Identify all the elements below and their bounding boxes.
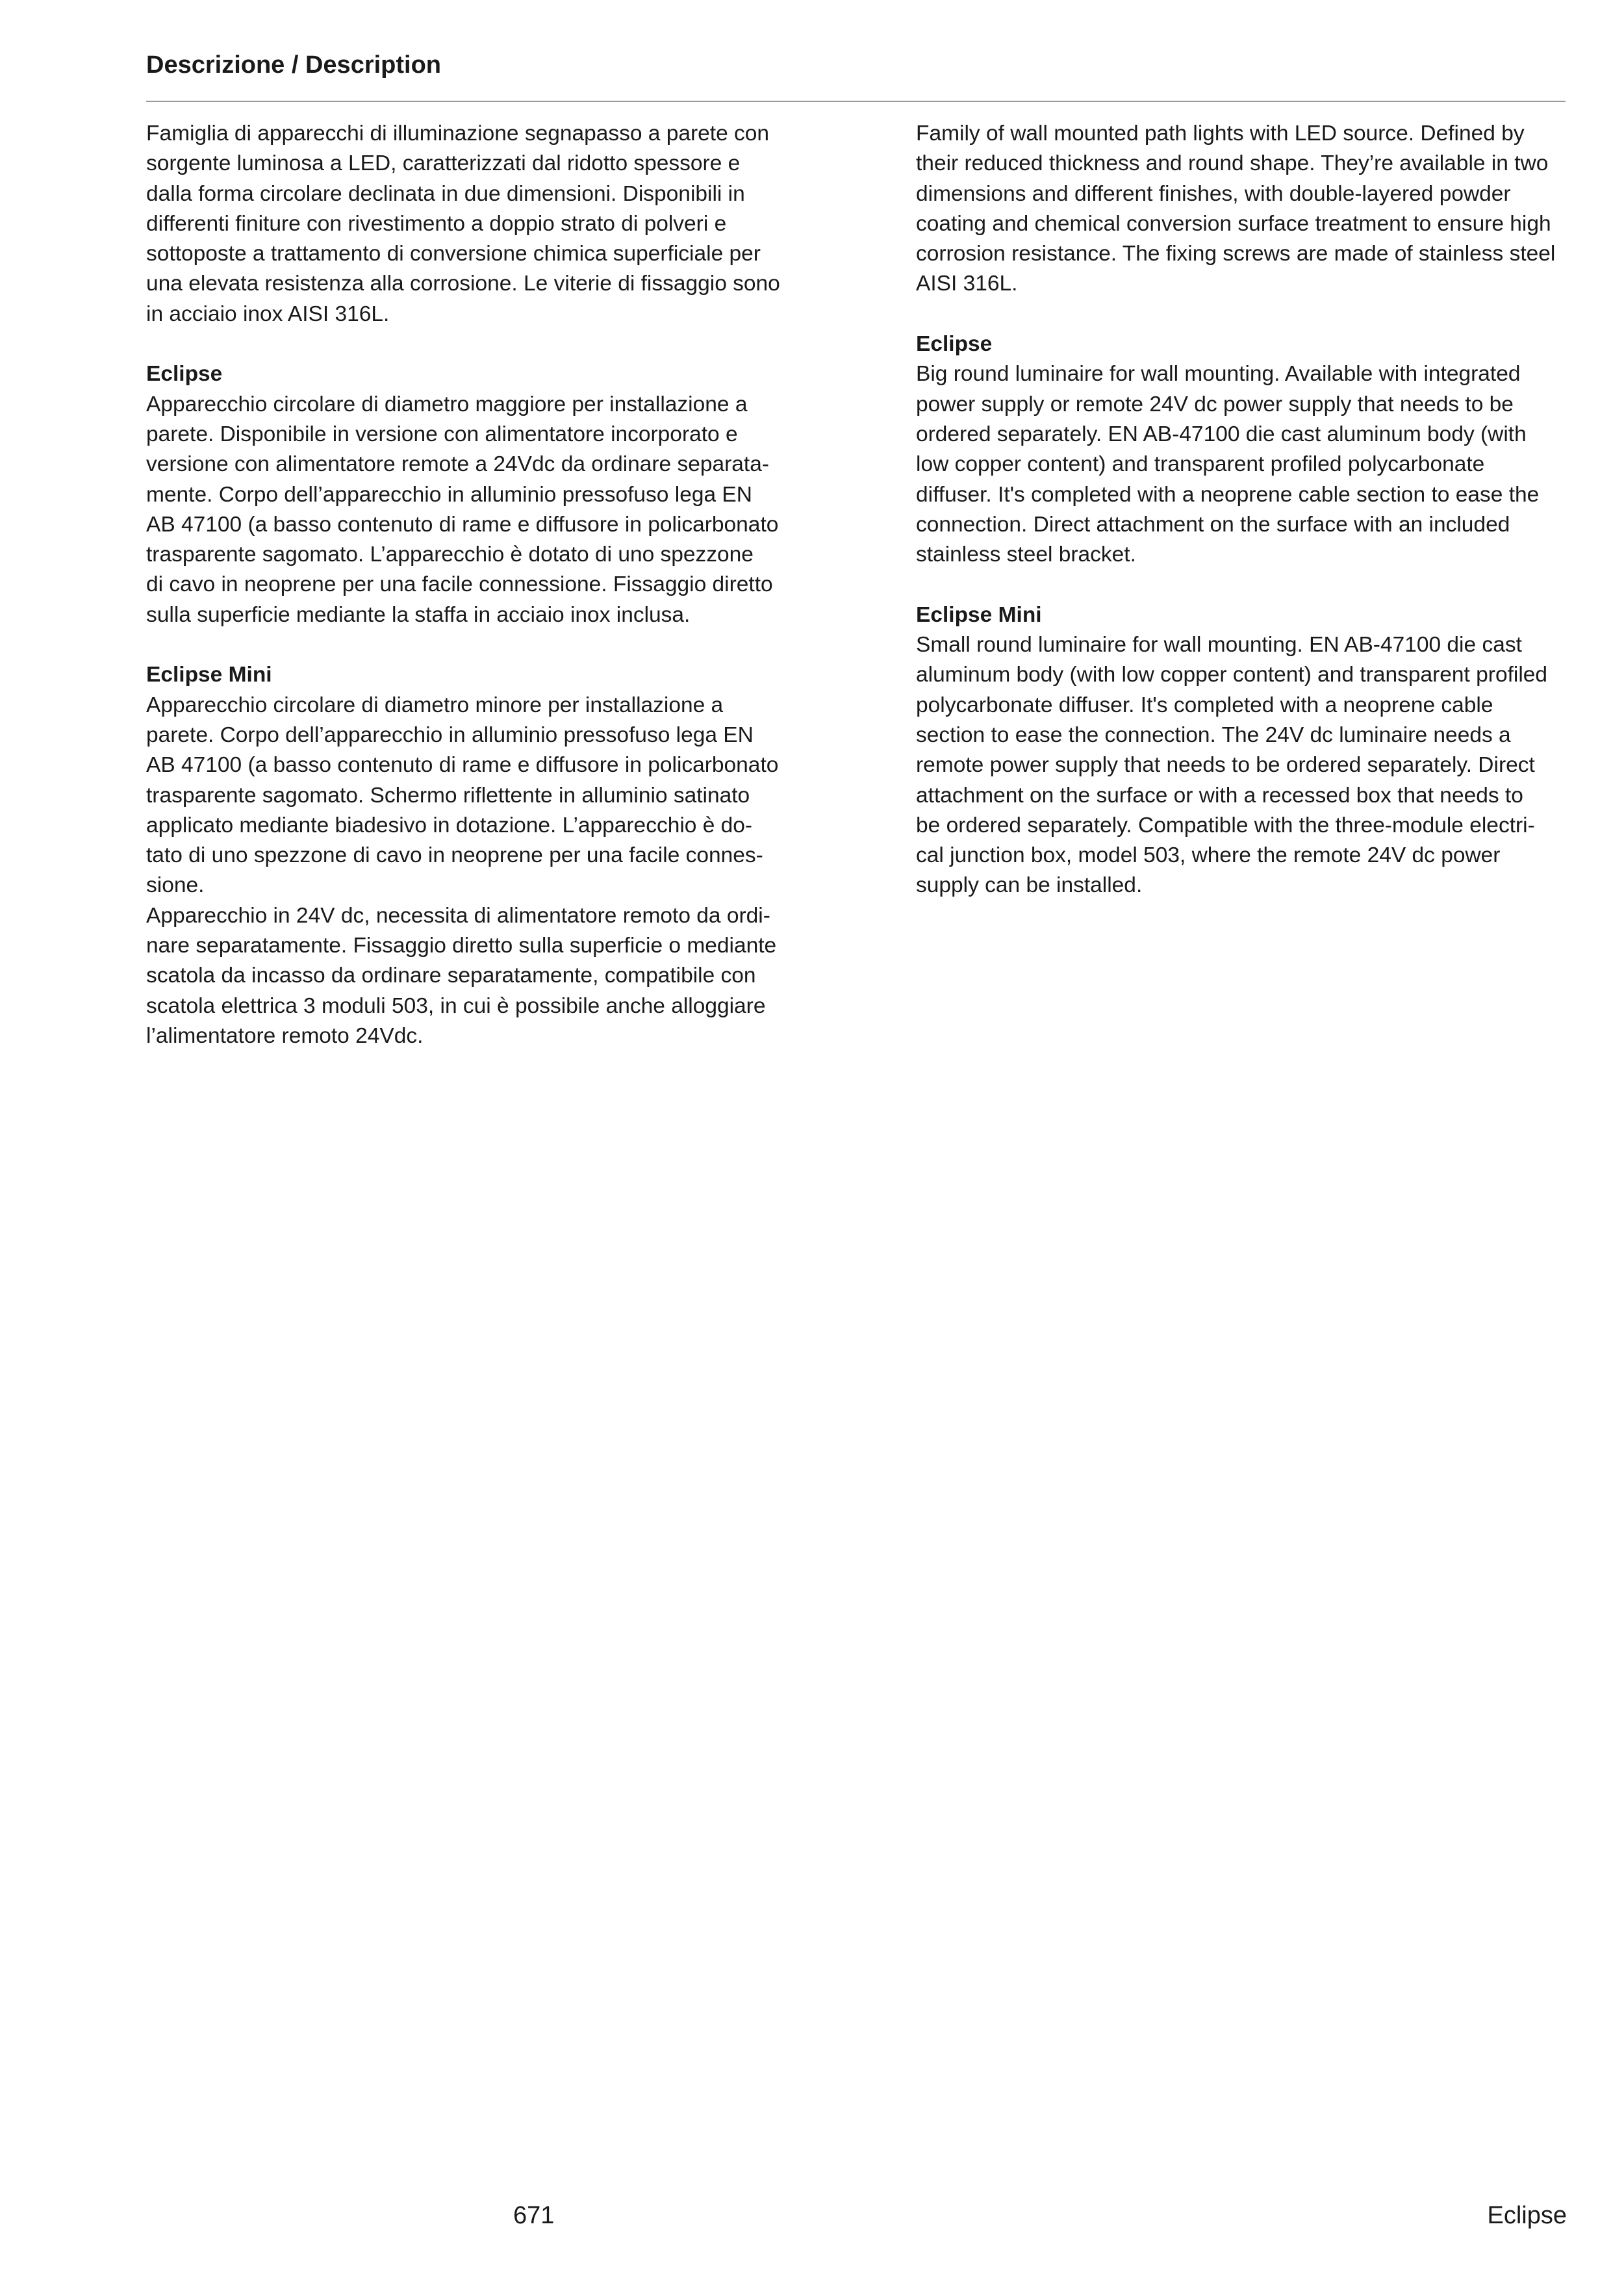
text-line: sorgente luminosa a LED, caratterizzati dal ridotto spessore e [146,151,741,176]
text-line: coating and chemical conversion surface treatment to ensure high [916,211,1551,236]
text-line: section to ease the connection. The 24V dc luminaire needs a [916,722,1511,747]
text-line: mente. Corpo dell’apparecchio in alluminio pressofuso lega EN [146,482,752,507]
text-line: applicato mediante biadesivo in dotazione. L’apparecchio è do- [146,813,753,837]
text-line: be ordered separately. Compatible with the three-module electri- [916,813,1535,837]
text-line: una elevata resistenza alla corrosione. Le viterie di fissaggio sono [146,272,780,296]
text-line: Apparecchio circolare di diametro minore per installazione a [146,693,724,717]
text-line: in acciaio inox AISI 316L. [146,301,390,326]
footer-product-name: Eclipse [1487,2202,1567,2229]
text-line: supply can be installed. [916,873,1143,898]
text-line: versione con alimentatore remote a 24Vdc da ordinare separata- [146,452,770,477]
text-line: connection. Direct attachment on the surface with an included [916,512,1510,537]
english-mini-heading: Eclipse Mini [916,602,1042,627]
text-line: tato di uno spezzone di cavo in neoprene per una facile connes- [146,843,763,868]
text-line: polycarbonate diffuser. It's completed with a neoprene cable [916,693,1493,717]
text-line: stainless steel bracket. [916,543,1136,567]
italian-mini-heading: Eclipse Mini [146,663,272,687]
text-line: parete. Disponibile in versione con alimentatore incorporato e [146,422,738,446]
text-line: Apparecchio circolare di diametro maggiore per installazione a [146,392,748,416]
text-line: trasparente sagomato. Schermo riflettente in alluminio satinato [146,783,750,808]
text-line: diffuser. It's completed with a neoprene cable section to ease the [916,482,1540,507]
text-line: dalla forma circolare declinata in due dimensioni. Disponibili in [146,181,745,206]
text-line: aluminum body (with low copper content) and transparent profiled [916,663,1548,687]
text-line: Family of wall mounted path lights with LED source. Defined by [916,121,1525,146]
text-line: Small round luminaire for wall mounting. EN AB-47100 die cast [916,633,1522,658]
text-line: sulla superficie mediante la staffa in acciaio inox inclusa. [146,602,691,627]
text-line: scatola da incasso da ordinare separatamente, compatibile con [146,964,756,988]
text-line: Big round luminaire for wall mounting. Available with integrated [916,362,1521,387]
text-line: AISI 316L. [916,272,1018,296]
text-line: remote power supply that needs to be ordered separately. Direct [916,753,1535,778]
text-line: Apparecchio in 24V dc, necessita di alimentatore remoto da ordi- [146,903,770,928]
text-line: trasparente sagomato. L’apparecchio è dotato di uno spezzone [146,543,754,567]
text-line: di cavo in neoprene per una facile connessione. Fissaggio diretto [146,572,773,597]
text-line: ordered separately. EN AB-47100 die cast aluminum body (with [916,422,1527,446]
text-line: scatola elettrica 3 moduli 503, in cui è possibile anche alloggiare [146,993,766,1018]
text-line: dimensions and different finishes, with double-layered powder [916,181,1511,206]
english-mini-body [916,630,1572,901]
english-column [916,119,1572,901]
text-line: differenti finiture con rivestimento a doppio strato di polveri e [146,211,727,236]
text-line: Famiglia di apparecchi di illuminazione segnapasso a parete con [146,121,770,146]
text-line: sottoposte a trattamento di conversione chimica superficiale per [146,242,761,266]
text-line: corrosion resistance. The fixing screws are made of stainless steel [916,242,1556,266]
text-line: attachment on the surface or with a recessed box that needs to [916,783,1523,808]
text-line: AB 47100 (a basso contenuto di rame e diffusore in policarbonato [146,512,779,537]
text-line: parete. Corpo dell’apparecchio in alluminio pressofuso lega EN [146,722,754,747]
header-divider [146,101,1566,102]
italian-column [146,119,809,1051]
italian-eclipse-body [146,390,809,630]
page-title: Descrizione / Description [146,51,442,79]
text-line: sione. [146,873,205,898]
text-line: low copper content) and transparent profiled polycarbonate [916,452,1485,477]
english-eclipse-body [916,359,1572,570]
italian-intro [146,119,809,329]
text-line: power supply or remote 24V dc power supply that needs to be [916,392,1514,416]
text-line: l’alimentatore remoto 24Vdc. [146,1023,424,1048]
text-line: their reduced thickness and round shape. They’re available in two [916,151,1549,176]
page-number: 671 [513,2202,555,2229]
english-intro [916,119,1572,300]
english-eclipse-heading: Eclipse [916,332,993,357]
text-line: AB 47100 (a basso contenuto di rame e diffusore in policarbonato [146,753,779,778]
text-line: nare separatamente. Fissaggio diretto sulla superficie o mediante [146,934,777,958]
italian-eclipse-heading: Eclipse [146,362,223,387]
text-line: cal junction box, model 503, where the remote 24V dc power [916,843,1501,868]
italian-mini-body [146,691,809,1052]
